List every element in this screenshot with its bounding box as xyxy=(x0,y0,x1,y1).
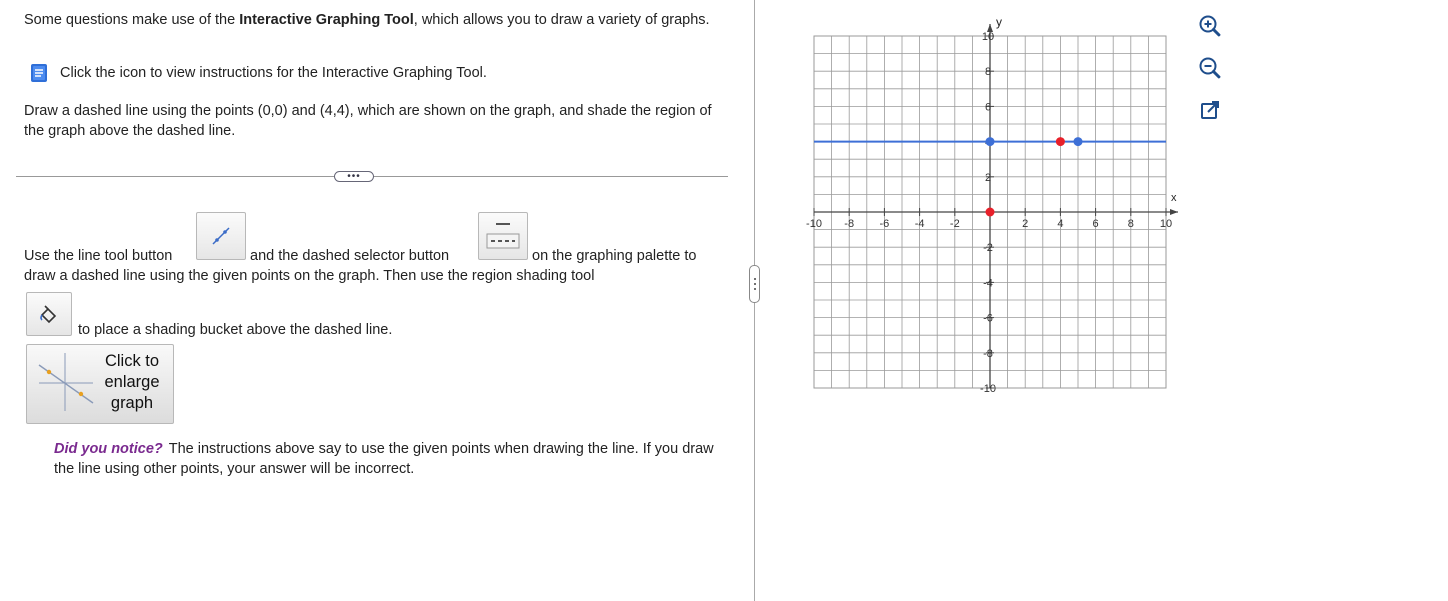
x-tick-label: 8 xyxy=(1127,218,1134,230)
y-tick-label: -8 xyxy=(983,347,993,360)
x-axis-label: x xyxy=(1171,192,1177,204)
x-tick-label: -10 xyxy=(806,218,822,230)
x-tick-label: 2 xyxy=(1022,218,1029,230)
graph-thumbnail-icon xyxy=(35,351,95,413)
y-tick-label: 6 xyxy=(984,101,992,114)
y-axis-label: y xyxy=(996,15,1002,29)
x-tick-label: -2 xyxy=(949,218,960,230)
instruction-part3: on the graphing palette to xyxy=(532,248,697,264)
y-tick-label: 2 xyxy=(984,171,992,184)
zoom-in-icon[interactable] xyxy=(1196,12,1224,40)
enlarge-label: Click to enlarge graph xyxy=(104,352,160,412)
dashed-selector-button xyxy=(478,212,528,260)
zoom-out-icon[interactable] xyxy=(1196,54,1224,82)
region-shading-tool-button xyxy=(26,292,72,336)
help-row xyxy=(28,62,487,84)
instruction-part1: Use the line tool button xyxy=(24,248,173,264)
red-given-point xyxy=(986,208,995,217)
x-tick-label: 10 xyxy=(1159,218,1173,230)
book-icon[interactable] xyxy=(28,62,50,84)
blue-line-point xyxy=(986,137,995,146)
dashed-line-icon xyxy=(483,216,523,256)
x-tick-label: 6 xyxy=(1092,218,1099,230)
y-tick-label: 10 xyxy=(981,31,995,43)
panel-splitter[interactable] xyxy=(749,265,760,303)
y-tick-label: -4 xyxy=(983,277,993,290)
blue-line-point xyxy=(1074,137,1083,146)
y-tick-label: 8 xyxy=(984,66,992,79)
graph-area[interactable] xyxy=(800,10,1190,400)
x-tick-label: 4 xyxy=(1057,218,1064,230)
instruction-part5: to place a shading bucket above the dashed line. xyxy=(78,322,393,338)
paint-bucket-icon xyxy=(37,302,61,326)
x-tick-label: -4 xyxy=(914,218,925,230)
instruction-part4: draw a dashed line using the given points on the graph. Then use the region shading tool xyxy=(24,268,595,284)
x-axis-arrow xyxy=(1170,209,1178,215)
notice-text: The instructions above say to use the given points when drawing the line. If you draw the line using other points, your answer will be incorrect. xyxy=(54,441,714,477)
y-tick-label: -6 xyxy=(983,312,993,325)
enlarge-graph-button[interactable] xyxy=(26,344,174,424)
line-tool-icon xyxy=(207,222,235,250)
y-tick-label: -2 xyxy=(983,242,993,255)
notice-title: Did you notice? xyxy=(54,441,163,457)
more-button[interactable]: ••• xyxy=(334,171,374,182)
tool-name: Interactive Graphing Tool xyxy=(239,12,414,28)
notice xyxy=(54,439,734,479)
x-tick-label: -6 xyxy=(879,218,890,230)
popout-icon[interactable] xyxy=(1196,96,1224,124)
intro-text: Some questions make use of the Interactive Graphing Tool, which allows you to draw a variety of graphs. xyxy=(24,12,710,28)
instruction-part2: and the dashed selector button xyxy=(250,248,450,264)
x-tick-label: -8 xyxy=(844,218,855,230)
y-tick-label: -10 xyxy=(980,383,996,395)
task-text: Draw a dashed line using the points (0,0) and (4,4), which are shown on the graph, and shade the region of the graph above the dashed line. xyxy=(24,103,712,139)
help-text: Click the icon to view instructions for the Interactive Graphing Tool. xyxy=(60,65,487,81)
red-given-point xyxy=(1056,137,1065,146)
line-tool-button xyxy=(196,212,246,260)
